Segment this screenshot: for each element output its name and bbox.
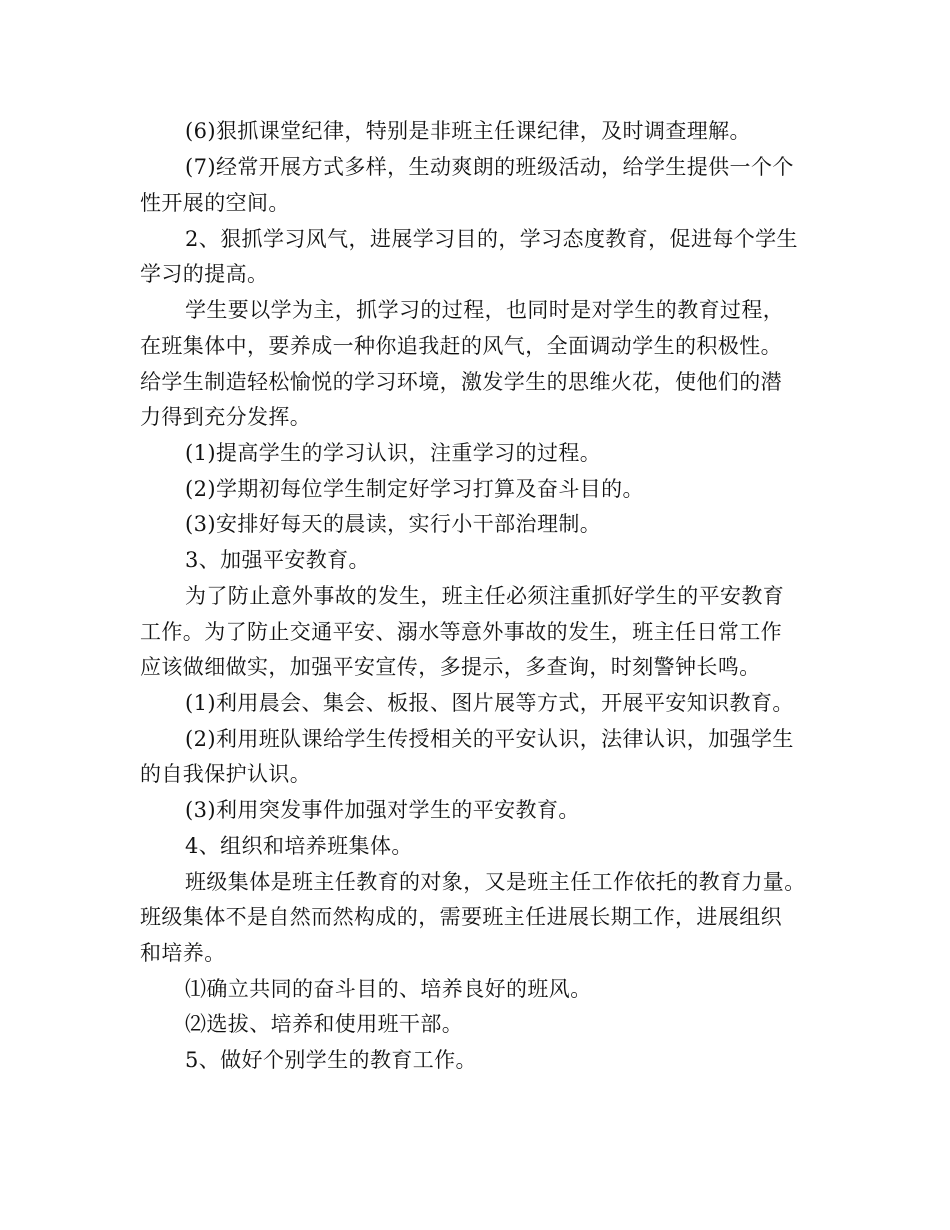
text-line: 学生要以学为主，抓学习的过程，也同时是对学生的教育过程， <box>185 298 785 322</box>
text-line: 3、加强平安教育。 <box>185 548 370 572</box>
text-line: (1)提高学生的学习认识，注重学习的过程。 <box>185 441 602 465</box>
text-line: 给学生制造轻松愉悦的学习环境，激发学生的思维火花，使他们的潜 <box>140 370 782 394</box>
text-line: (2)利用班队课给学生传授相关的平安认识，法律认识，加强学生 <box>185 727 794 751</box>
text-line: 的自我保护认识。 <box>140 762 312 786</box>
text-line: (7)经常开展方式多样，生动爽朗的班级活动，给学生提供一个个 <box>185 155 794 179</box>
text-line: 应该做细做实，加强平安宣传，多提示，多查询，时刻警钟长鸣。 <box>140 655 761 679</box>
text-line: 班级集体不是自然而然构成的，需要班主任进展长期工作，进展组织 <box>140 905 782 929</box>
text-line: 在班集体中，要养成一种你追我赶的风气，全面调动学生的积极性。 <box>140 334 782 358</box>
text-line: (3)利用突发事件加强对学生的平安教育。 <box>185 798 580 822</box>
text-line: (2)学期初每位学生制定好学习打算及奋斗目的。 <box>185 477 644 501</box>
text-line: 班级集体是班主任教育的对象，又是班主任工作依托的教育力量。 <box>185 870 806 894</box>
text-line: (1)利用晨会、集会、板报、图片展等方式，开展平安知识教育。 <box>185 691 794 715</box>
text-line: ⑴确立共同的奋斗目的、培养良好的班风。 <box>185 977 592 1001</box>
text-line: 2、狠抓学习风气，进展学习目的，学习态度教育，促进每个学生 <box>185 227 798 251</box>
text-line: 5、做好个别学生的教育工作。 <box>185 1048 477 1072</box>
text-line: 工作。为了防止交通平安、溺水等意外事故的发生，班主任日常工作 <box>140 620 782 644</box>
text-line: 为了防止意外事故的发生，班主任必须注重抓好学生的平安教育 <box>185 584 785 608</box>
text-line: 4、组织和培养班集体。 <box>185 834 413 858</box>
text-line: 力得到充分发挥。 <box>140 405 312 429</box>
text-line: 性开展的空间。 <box>140 191 290 215</box>
text-line: 学习的提高。 <box>140 262 269 286</box>
text-line: 和培养。 <box>140 941 226 965</box>
text-line: ⑵选拔、培养和使用班干部。 <box>185 1012 464 1036</box>
text-line: (3)安排好每天的晨读，实行小干部治理制。 <box>185 512 602 536</box>
text-line: (6)狠抓课堂纪律，特别是非班主任课纪律，及时调查理解。 <box>185 119 751 143</box>
